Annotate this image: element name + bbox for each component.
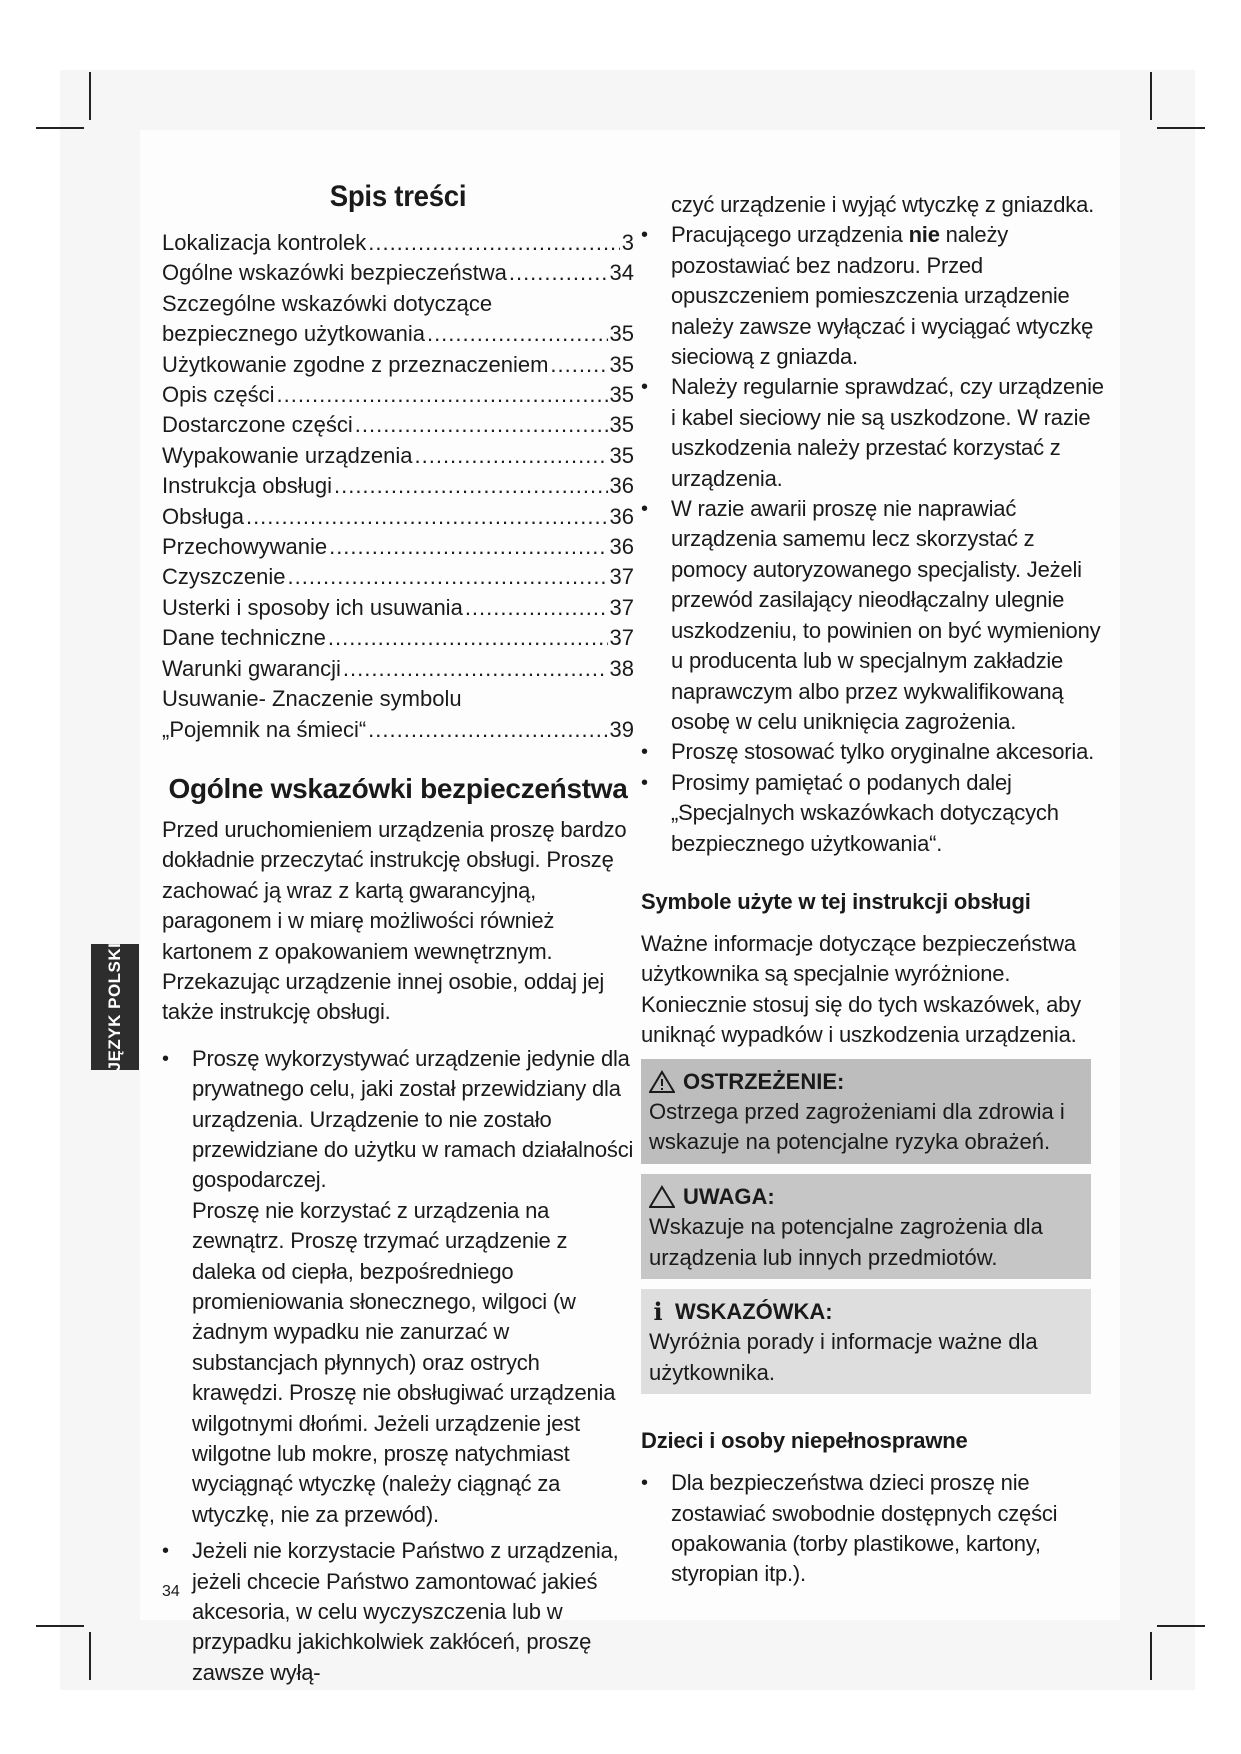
hint-header (649, 1297, 1083, 1327)
toc-item-title: Warunki gwarancji (162, 655, 341, 681)
warning-text: Ostrzega przed zagrożeniami dla zdrowia i wskazuje na potencjalne ryzyka obrażeń. (649, 1098, 1065, 1155)
left-column (162, 180, 634, 1688)
bullet-extra-text: Proszę nie korzystać z urządzenia na zewnątrz. Proszę trzymać urządzenie z daleka od ciepła, bezpośredniego promieniowania słonecznego, wilgoci (w żadnym wypadku nie zanurzać w substancjach płynnych) oraz ostrych krawędzi. Proszę nie obsługiwać urządzenia wilgotnymi dłońmi. Jeżeli urządzenie jest wilgotne lub mokre, proszę natychmiast wyciągnąć wtyczkę (należy ciągnąć za wtyczkę, nie za przewód). (192, 1197, 616, 1527)
toc-item-page: 36 (609, 503, 634, 529)
toc-item (162, 380, 634, 410)
toc-item-page: 37 (609, 564, 634, 590)
toc-item-title: Użytkowanie zgodne z przeznaczeniem (162, 351, 549, 377)
crop-mark (1157, 127, 1205, 129)
crop-mark (1157, 1625, 1205, 1627)
toc-item (162, 258, 634, 288)
toc-item-page: 35 (609, 412, 634, 438)
toc-item: Szczególne wskazówki dotyczące (162, 290, 493, 316)
warning-box (641, 1059, 1091, 1164)
toc-leader-dots (334, 471, 608, 501)
toc-item-page: 35 (609, 382, 634, 408)
toc-item-page: 39 (609, 716, 634, 742)
section-title-general-safety: Ogólne wskazówki bezpieczeństwa (168, 772, 628, 804)
list-item: • Należy regularnie sprawdzać, czy urządzenie i kabel sieciowy nie są uszkodzone. W razie uszkodzenia należy przestać korzystać z urządzenia. (641, 372, 1111, 494)
list-item: • Dla bezpieczeństwa dzieci proszę nie zostawiać swobodnie dostępnych części opakowania (torby plastikowe, kartony, styropian itp.). (641, 1468, 1111, 1590)
toc-item-title: Usterki i sposoby ich usuwania (162, 594, 463, 620)
bullet-text-post: należy pozostawiać bez nadzoru. Przed opuszczeniem pomieszczenia urządzenie należy zawsze wyłączać i wyciągać wtyczkę sieciową z gniazda. (671, 222, 1094, 370)
toc-leader-dots (465, 593, 608, 623)
right-bullet-list (641, 190, 1111, 859)
table-of-contents (162, 228, 634, 745)
toc-item (162, 471, 634, 501)
page-number: 34 (162, 1583, 180, 1600)
caution-box (641, 1174, 1091, 1279)
crop-mark (89, 72, 91, 120)
toc-item-title: Dane techniczne (162, 625, 326, 651)
toc-item-title: Czyszczenie (162, 564, 286, 590)
bullet-text: Proszę wykorzystywać urządzenie jedynie dla prywatnego celu, jaki został przewidziany dla urządzenia. Urządzenie to nie zostało przewidziane do użytku w ramach działalności gospodarczej. (192, 1045, 634, 1193)
list-item: • Proszę stosować tylko oryginalne akcesoria. (641, 737, 1111, 767)
toc-leader-dots (329, 532, 607, 562)
toc-item-page: 35 (609, 442, 634, 468)
list-item (162, 1536, 634, 1688)
toc-item (162, 410, 634, 440)
warning-title: OSTRZEŻENIE: (683, 1068, 845, 1094)
toc-item (162, 502, 634, 532)
toc-item-title: Obsługa (162, 503, 244, 529)
toc-item-page: 37 (609, 594, 634, 620)
toc-item-title: Dostarczone części (162, 412, 353, 438)
toc-item-title: Przechowywanie (162, 534, 328, 560)
toc-leader-dots (509, 258, 608, 288)
continuation-text: czyć urządzenie i wyjąć wtyczkę z gniazdka. (671, 192, 1095, 217)
toc-leader-dots (287, 562, 607, 592)
language-side-tab (91, 944, 139, 1070)
toc-item: Usuwanie- Znaczenie symbolu (162, 686, 462, 712)
crop-mark (1150, 72, 1152, 120)
toc-item-title: Wypakowanie urządzenia (162, 442, 413, 468)
symbols-heading: Symbole użyte w tej instrukcji obsługi (641, 888, 1031, 914)
toc-item (162, 350, 634, 380)
caution-triangle-icon (649, 1185, 675, 1209)
toc-item-page: 3 (621, 230, 634, 255)
toc-item-title: Instrukcja obsługi (162, 473, 332, 499)
hint-text: Wyróżnia porady i informacje ważne dla użytkownika. (649, 1329, 1038, 1385)
children-bullet-list (641, 1468, 1111, 1590)
toc-item-title: „Pojemnik na śmieci“ (162, 716, 367, 742)
toc-item (162, 228, 634, 258)
toc-leader-dots (246, 502, 608, 532)
caution-header (649, 1182, 1083, 1212)
toc-item (162, 593, 634, 623)
toc-leader-dots (415, 441, 608, 471)
right-column (641, 190, 1111, 1590)
toc-leader-dots (550, 350, 607, 380)
general-bullet-list (162, 1044, 634, 1689)
hint-title: WSKAZÓWKA: (675, 1299, 833, 1324)
toc-item (162, 532, 634, 562)
list-item (162, 1044, 634, 1531)
warning-triangle-icon (649, 1070, 675, 1094)
toc-item-title: Opis części (162, 382, 275, 408)
toc-leader-dots (328, 623, 608, 653)
toc-item (162, 441, 634, 471)
toc-item (162, 654, 634, 684)
list-item: • W razie awarii proszę nie naprawiać urządzenia samemu lecz skorzystać z pomocy autoryzowanego specjalisty. Jeżeli przewód zasilający nieodłączalny ulegnie uszkodzeniu, to powinien on być wymieniony u producenta lub w specjalnym zakładzie naprawczym albo przez wykwalifikowaną osobę w celu uniknięcia zagrożenia. (641, 494, 1111, 737)
toc-item-page: 34 (609, 260, 634, 286)
toc-item (162, 319, 634, 349)
bullet-text: Jeżeli nie korzystacie Państwo z urządzenia, jeżeli chcecie Państwo zamontować jakieś akcesoria, w celu wyczyszczenia lub w przypadku jakichkolwiek zakłóceń, proszę zawsze wyłą- (192, 1538, 619, 1685)
crop-mark (36, 1625, 84, 1627)
toc-item-title: bezpiecznego użytkowania (162, 321, 425, 347)
toc-leader-dots (276, 380, 607, 410)
crop-mark (36, 127, 84, 129)
toc-item (162, 715, 634, 745)
crop-mark (1150, 1632, 1152, 1680)
toc-item-title: Lokalizacja kontrolek (162, 230, 367, 255)
toc-item-page: 35 (609, 351, 634, 377)
toc-title: Spis treści (329, 180, 467, 213)
bullet-text-bold: nie (908, 222, 940, 248)
toc-item-title: Ogólne wskazówki bezpieczeństwa (162, 260, 507, 286)
toc-item-page: 36 (609, 534, 634, 560)
intro-paragraph: Przed uruchomieniem urządzenia proszę bardzo dokładnie przeczytać instrukcję obsługi. Proszę zachować ją wraz z kartą gwarancyjną, paragonem i w miarę możliwości również kartonem z opakowaniem wewnętrznym. Przekazując urządzenie innej osobie, oddaj jej także instrukcję obsługi. (162, 816, 627, 1025)
toc-leader-dots (355, 410, 608, 440)
caution-title: UWAGA: (683, 1183, 775, 1209)
toc-leader-dots (368, 715, 607, 745)
toc-item-page: 37 (609, 625, 634, 651)
children-heading: Dzieci i osoby niepełnosprawne (641, 1428, 968, 1454)
crop-mark (89, 1632, 91, 1680)
list-item-continuation (641, 190, 1111, 220)
toc-item (162, 623, 634, 653)
side-tab-label: JĘZYK POLSKI (105, 942, 124, 1072)
symbols-paragraph: Ważne informacje dotyczące bezpieczeństwa użytkownika są specjalnie wyróżnione. Koniecznie stosuj się do tych wskazówek, aby uniknąć wypadków i uszkodzenia urządzenia. (641, 930, 1081, 1048)
toc-leader-dots (343, 654, 608, 684)
toc-item-page: 36 (609, 473, 634, 499)
toc-item-page: 38 (609, 655, 634, 681)
bullet-text-pre: Pracującego urządzenia (671, 222, 909, 248)
list-item (641, 220, 1111, 372)
list-item: • Prosimy pamiętać o podanych dalej „Specjalnych wskazówkach dotyczących bezpiecznego użytkowania“. (641, 768, 1111, 859)
toc-item (162, 562, 634, 592)
info-icon: i (653, 1297, 663, 1326)
hint-box (641, 1289, 1091, 1394)
toc-item-page: 35 (609, 321, 634, 347)
toc-leader-dots (427, 319, 608, 349)
caution-text: Wskazuje na potencjalne zagrożenia dla urządzenia lub innych przedmiotów. (649, 1214, 1043, 1270)
warning-header (649, 1067, 1083, 1097)
toc-leader-dots (368, 228, 620, 258)
